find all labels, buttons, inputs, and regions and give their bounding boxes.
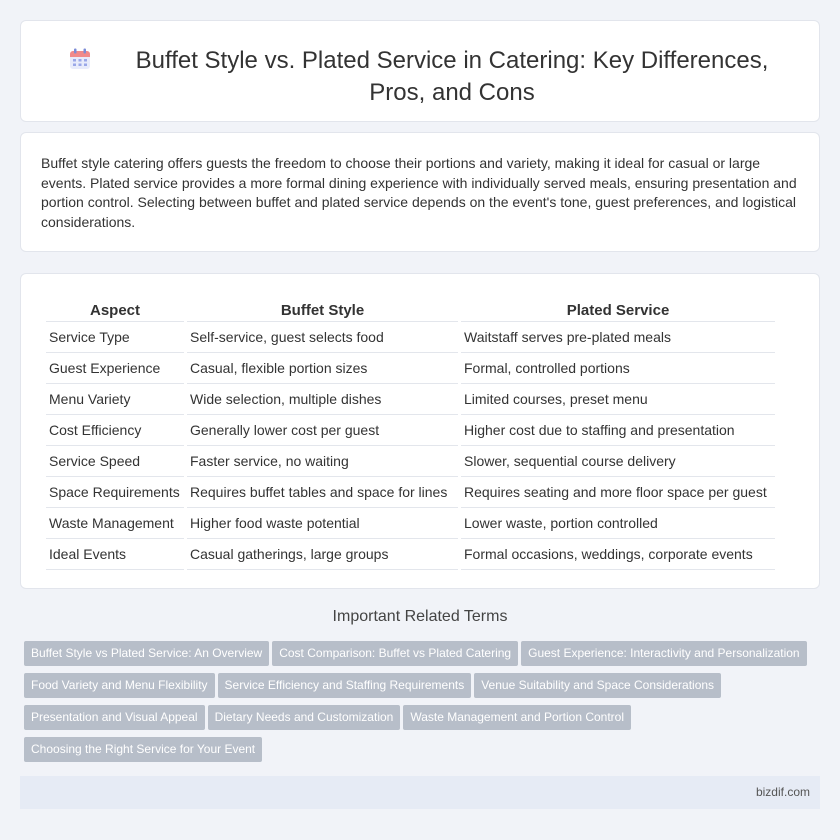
cell-plated: Limited courses, preset menu [461, 384, 775, 415]
related-terms-heading: Important Related Terms [332, 608, 508, 625]
related-term-tag[interactable]: Guest Experience: Interactivity and Personalization [521, 641, 806, 666]
cell-buffet: Casual gatherings, large groups [187, 539, 458, 570]
comparison-table-card [20, 273, 820, 589]
related-term-tag[interactable]: Service Efficiency and Staffing Requirements [218, 673, 472, 698]
cell-aspect: Ideal Events [46, 539, 184, 570]
cell-plated: Formal, controlled portions [461, 353, 775, 384]
cell-buffet: Requires buffet tables and space for lines [187, 477, 458, 508]
related-term-tag[interactable]: Cost Comparison: Buffet vs Plated Catering [272, 641, 518, 666]
table-row [46, 539, 775, 570]
cell-aspect: Service Type [46, 322, 184, 353]
related-term-tag[interactable]: Venue Suitability and Space Considerations [474, 673, 721, 698]
related-term-tag[interactable]: Choosing the Right Service for Your Event [24, 737, 262, 762]
title-card [20, 20, 820, 122]
cell-aspect: Guest Experience [46, 353, 184, 384]
related-term-tag[interactable]: Waste Management and Portion Control [403, 705, 631, 730]
related-terms-tags [24, 641, 824, 769]
cell-aspect: Waste Management [46, 508, 184, 539]
cell-plated: Formal occasions, weddings, corporate events [461, 539, 775, 570]
footer-site[interactable]: bizdif.com [755, 785, 810, 799]
related-term-tag[interactable]: Dietary Needs and Customization [208, 705, 401, 730]
cell-aspect: Cost Efficiency [46, 415, 184, 446]
intro-card [20, 132, 820, 252]
header-plated-service: Plated Service [461, 296, 775, 322]
cell-buffet: Higher food waste potential [187, 508, 458, 539]
table-row [46, 477, 775, 508]
related-term-tag[interactable]: Buffet Style vs Plated Service: An Overview [24, 641, 269, 666]
table-row [46, 353, 775, 384]
cell-aspect: Menu Variety [46, 384, 184, 415]
cell-plated: Higher cost due to staffing and presentation [461, 415, 775, 446]
related-term-tag[interactable]: Food Variety and Menu Flexibility [24, 673, 215, 698]
table-header-row [46, 296, 775, 322]
cell-buffet: Wide selection, multiple dishes [187, 384, 458, 415]
footer [20, 776, 820, 809]
header-aspect: Aspect [46, 296, 184, 322]
table-row [46, 415, 775, 446]
page-title: Buffet Style vs. Plated Service in Catering: Key Differences, Pros, and Cons [135, 47, 769, 106]
table-row [46, 446, 775, 477]
comparison-table [43, 296, 778, 570]
cell-plated: Lower waste, portion controlled [461, 508, 775, 539]
header-buffet-style: Buffet Style [187, 296, 458, 322]
table-row [46, 508, 775, 539]
cell-plated: Slower, sequential course delivery [461, 446, 775, 477]
table-row [46, 322, 775, 353]
cell-buffet: Generally lower cost per guest [187, 415, 458, 446]
table-row [46, 384, 775, 415]
intro-paragraph: Buffet style catering offers guests the freedom to choose their portions and variety, making it ideal for casual or large events. Plated service provides a more formal dining experience with individually served meals, ensuring presentation and portion control. Selecting between buffet and plated service depends on the event's tone, guest preferences, and logistical considerations. [41, 155, 797, 230]
cell-plated: Waitstaff serves pre-plated meals [461, 322, 775, 353]
cell-aspect: Service Speed [46, 446, 184, 477]
cell-aspect: Space Requirements [46, 477, 184, 508]
cell-plated: Requires seating and more floor space per guest [461, 477, 775, 508]
cell-buffet: Faster service, no waiting [187, 446, 458, 477]
related-term-tag[interactable]: Presentation and Visual Appeal [24, 705, 205, 730]
cell-buffet: Self-service, guest selects food [187, 322, 458, 353]
cell-buffet: Casual, flexible portion sizes [187, 353, 458, 384]
